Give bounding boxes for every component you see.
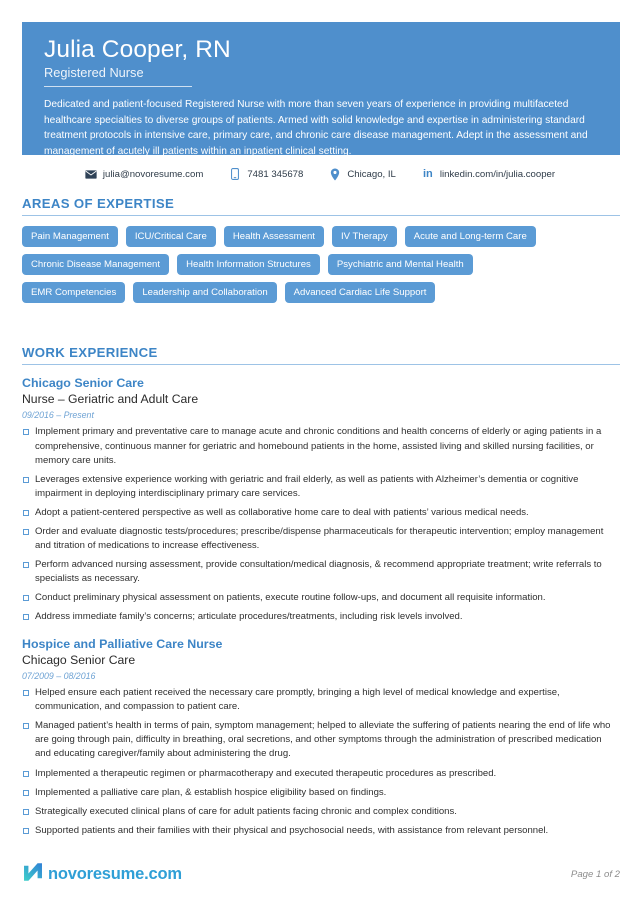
location-pin-icon [329,168,341,180]
contact-location-text: Chicago, IL [347,168,396,180]
page-number: Page 1 of 2 [570,869,620,880]
job-bullet: Implemented a therapeutic regimen or pharmacotherapy and executed therapeutic procedures as prescribed. [22,767,620,781]
contact-location[interactable] [329,168,396,180]
expertise-tag: EMR Competencies [22,282,125,303]
contact-email[interactable] [85,168,203,180]
section-rule-experience [22,364,620,365]
job-bullet: Implemented a palliative care plan, & establish hospice eligibility based on findings. [22,786,620,800]
contact-phone[interactable] [229,168,303,180]
linkedin-icon: in [422,167,433,180]
experience-job [22,637,620,838]
expertise-tag: Psychiatric and Mental Health [328,254,473,275]
job-bullet: Perform advanced nursing assessment, provide consultation/medical diagnosis, & recommend appropriate treatment; write referrals to specialists as necessary. [22,558,620,586]
footer [22,861,620,888]
novoresume-n-logo-icon [22,861,44,888]
expertise-tag: Acute and Long-term Care [405,226,536,247]
section-experience [22,345,620,838]
expertise-tag: Health Assessment [224,226,324,247]
expertise-tag: IV Therapy [332,226,397,247]
job-secondary-title: Chicago Senior Care [22,652,136,667]
brand-text: novoresume.com [48,865,182,883]
job-secondary-title: Nurse – Geriatric and Adult Care [22,391,199,406]
experience-job [22,376,620,624]
contact-linkedin-text: linkedin.com/in/julia.cooper [439,168,556,180]
contact-phone-text: 7481 345678 [247,168,304,180]
job-bullet: Conduct preliminary physical assessment on patients, execute routine follow-ups, and document all requisite information. [22,591,620,605]
contact-linkedin[interactable] [422,168,555,180]
job-bullet: Adopt a patient-centered perspective as well as collaborative home care to deal with patients’ various medical needs. [22,506,620,520]
header-banner [22,22,620,155]
job-bullet: Implement primary and preventative care to manage acute and chronic conditions and health concerns of elderly or aging patients in a comprehensive, continuous manner for geriatric and homebound patients in the home, assisted living and skilled nursing facilities, or memory care units. [22,425,620,467]
job-bullet-list [22,686,620,837]
job-primary-title: Chicago Senior Care [22,376,144,390]
job-dates: 07/2009 – 08/2016 [22,671,96,682]
envelope-icon [85,168,97,180]
section-expertise [22,196,620,303]
expertise-tag: Chronic Disease Management [22,254,169,275]
expertise-tag: Pain Management [22,226,118,247]
expertise-tag: Advanced Cardiac Life Support [285,282,436,303]
header-divider [44,86,192,87]
expertise-tag: Leadership and Collaboration [133,282,276,303]
contact-row [0,168,640,180]
section-title-experience: WORK EXPERIENCE [22,345,158,360]
job-bullet: Order and evaluate diagnostic tests/procedures; prescribe/dispense pharmaceuticals for therapeutic intervention; employ management and titration of medications to increase effectiveness. [22,525,620,553]
contact-email-text: julia@novoresume.com [102,168,204,180]
job-bullet: Helped ensure each patient received the necessary care promptly, bringing a high level of medical knowledge and expertise, communication, and compassion to patient care. [22,686,620,714]
expertise-tag: ICU/Critical Care [126,226,216,247]
expertise-tag-list [22,226,582,303]
page-title: Julia Cooper, RN [44,36,231,63]
job-primary-title: Hospice and Palliative Care Nurse [22,636,223,651]
job-bullet: Supported patients and their families with their physical and psychosocial needs, with assistance from relevant personnel. [22,824,620,838]
brand-logo[interactable] [22,861,182,888]
job-bullet-list [22,425,620,623]
job-dates: 09/2016 – Present [22,410,94,421]
phone-icon [229,168,241,180]
job-bullet: Managed patient’s health in terms of pain, symptom management; helped to alleviate the suffering of patients nearing the end of life who are going through pain, difficulty in breathing, oral secretions, and other symptoms through the administration of prescribed medication and educating caregiver/family about administering the drug. [22,719,620,761]
expertise-tag: Health Information Structures [177,254,320,275]
experience-job-list [22,376,620,838]
job-bullet: Address immediate family’s concerns; articulate procedures/treatments, including risk levels involved. [22,610,620,624]
section-rule-expertise [22,215,620,216]
job-bullet: Strategically executed clinical plans of care for adult patients facing chronic and complex conditions. [22,805,620,819]
header-subtitle: Registered Nurse [44,65,144,81]
profile-summary: Dedicated and patient-focused Registered Nurse with more than seven years of experience in providing multifaceted healthcare specialties to diverse groups of patients. Armed with solid knowledge and expertise in administering standard treatment protocols in intensive care, primary care, and chronic care disease management. Adept in the assessment and management of acutely ill patients within an inpatient clinical setting. [44,99,588,157]
job-bullet: Leverages extensive experience working with geriatric and frail elderly, as well as patients with Alzheimer’s dementia or cognitive impairment in deploying interdisciplinary primary care services. [22,473,620,501]
section-title-expertise: AREAS OF EXPERTISE [22,196,175,211]
